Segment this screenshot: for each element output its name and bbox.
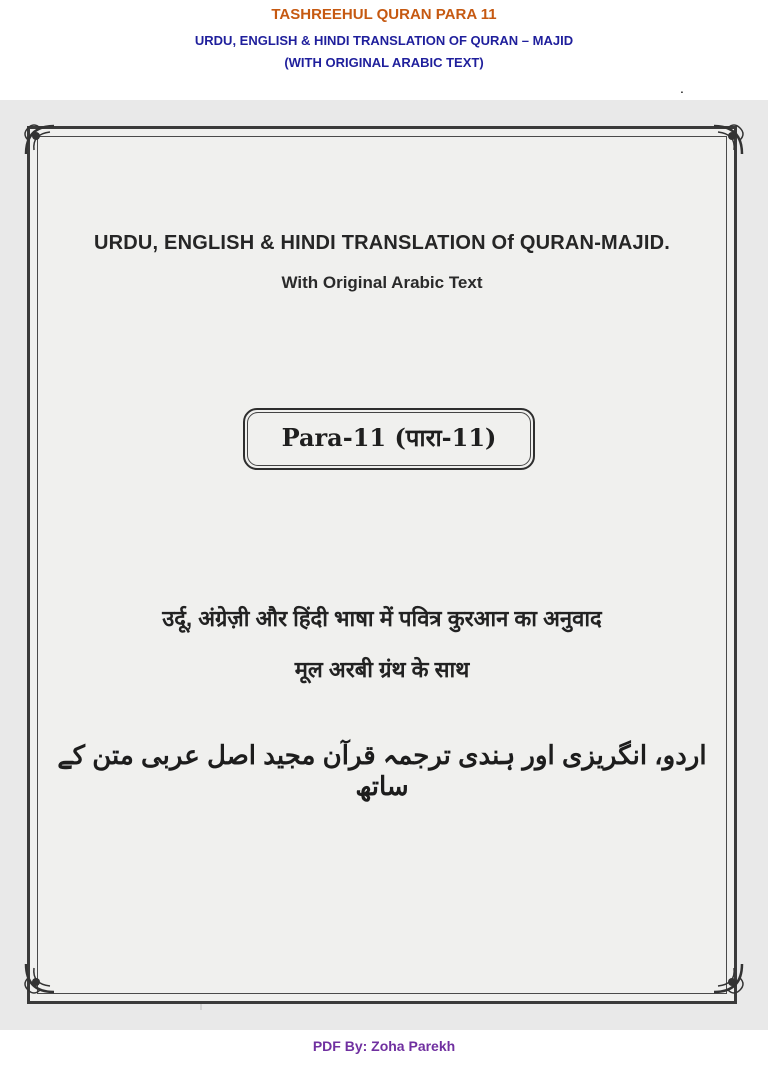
urdu-description-line: اردو، انگریزی اور ہندی ترجمہ قرآن مجید اصل عربی متن کے ساتھ	[57, 740, 707, 801]
pdf-credit: PDF By: Zoha Parekh	[312, 1038, 456, 1054]
scan-title: URDU, ENGLISH & HINDI TRANSLATION Of QURAN-MAJID.	[93, 232, 671, 254]
scan-subtitle: With Original Arabic Text	[281, 273, 483, 292]
hindi-description-line-2: मूल अरबी ग्रंथ के साथ	[294, 657, 470, 682]
corner-ornament-icon	[708, 958, 748, 998]
document-title: TASHREEHUL QURAN PARA 11	[271, 6, 497, 23]
corner-ornament-icon	[708, 120, 748, 160]
inner-frame	[37, 136, 727, 994]
hindi-description-line-1: उर्दू, अंग्रेज़ी और हिंदी भाषा में पवित्र कुरआन का अनुवाद	[162, 606, 602, 631]
document-subtitle-2: (WITH ORIGINAL ARABIC TEXT)	[284, 55, 484, 70]
document-subtitle: URDU, ENGLISH & HINDI TRANSLATION OF QURAN – MAJID	[194, 33, 574, 48]
para-label: Para-11 (पारा-11)	[281, 423, 497, 452]
corner-ornament-icon	[20, 958, 60, 998]
corner-ornament-icon	[20, 120, 60, 160]
dot-mark: .	[680, 80, 684, 96]
